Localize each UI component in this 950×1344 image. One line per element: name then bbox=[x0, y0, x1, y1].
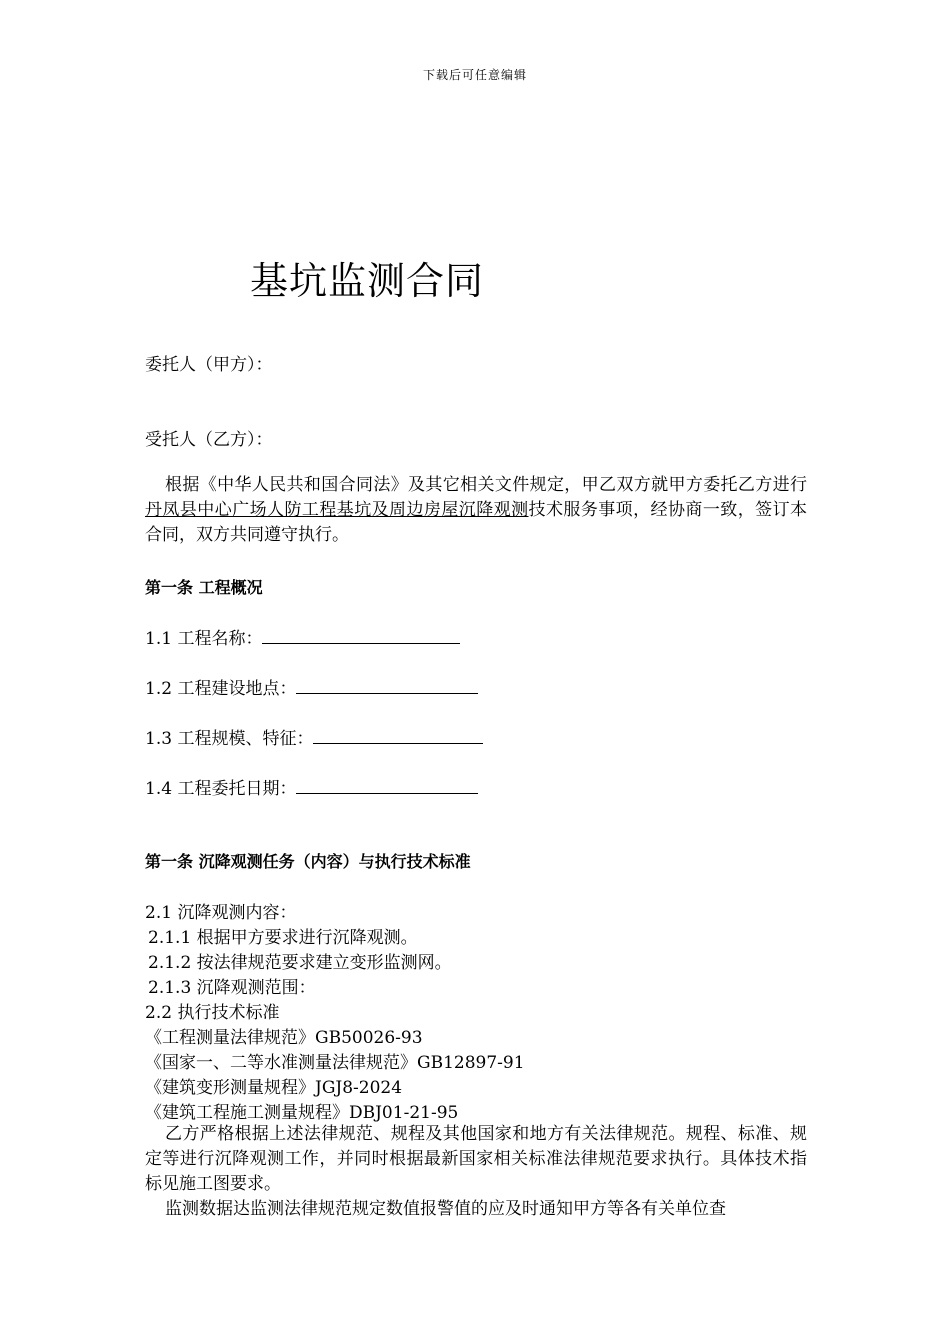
blank-line bbox=[262, 626, 460, 644]
field-project-name bbox=[145, 624, 460, 649]
field-label: 1.3 工程规模、特征： bbox=[145, 729, 314, 749]
standard-item: 《工程测量法律规范》GB50026-93 bbox=[145, 1028, 423, 1048]
field-project-date bbox=[145, 774, 478, 799]
party-a-line: 委托人（甲方）： bbox=[145, 355, 273, 375]
intro-text-before: 根据《中华人民共和国合同法》及其它相关文件规定，甲乙双方就甲方委托乙方进行 bbox=[165, 475, 807, 495]
field-label: 1.4 工程委托日期： bbox=[145, 779, 297, 799]
section2-line: 2.1.2 按法律规范要求建立变形监测网。 bbox=[148, 953, 452, 973]
section2-line: 2.1 沉降观测内容： bbox=[145, 903, 297, 923]
intro-paragraph bbox=[145, 473, 807, 548]
field-label: 1.1 工程名称： bbox=[145, 629, 263, 649]
field-project-scale bbox=[145, 724, 483, 749]
section2-line: 2.1.1 根据甲方要求进行沉降观测。 bbox=[148, 928, 418, 948]
blank-line bbox=[296, 676, 478, 694]
section2-line: 2.2 执行技术标准 bbox=[145, 1003, 280, 1023]
page-title: 基坑监测合同 bbox=[250, 259, 485, 303]
standards-paragraph: 乙方严格根据上述法律规范、规程及其他国家和地方有关法律规范。规程、标准、规定等进行沉降观测工作，并同时根据最新国家相关标准法律规范要求执行。具体技术指标见施工图要求。 bbox=[145, 1124, 807, 1194]
blank-line bbox=[296, 776, 478, 794]
standard-item: 《国家一、二等水准测量法律规范》GB12897-91 bbox=[145, 1053, 525, 1073]
intro-text-after: 技术服务事项，经协商一致，签订本合同，双方共同遵守执行。 bbox=[145, 500, 808, 545]
standard-item: 《建筑变形测量规程》JGJ8-2024 bbox=[145, 1078, 403, 1098]
alert-paragraph: 监测数据达监测法律规范规定数值报警值的应及时通知甲方等各有关单位查 bbox=[165, 1199, 726, 1219]
page-header: 下载后可任意编辑 bbox=[422, 68, 527, 82]
intro-project-name: 丹凤县中心广场人防工程基坑及周边房屋沉降观测 bbox=[145, 500, 529, 520]
blank-line bbox=[313, 726, 483, 744]
section1-heading: 第一条 工程概况 bbox=[145, 578, 263, 597]
field-label: 1.2 工程建设地点： bbox=[145, 679, 297, 699]
party-b-line: 受托人（乙方）： bbox=[145, 430, 273, 450]
section2-line: 2.1.3 沉降观测范围： bbox=[148, 978, 316, 998]
section2-heading: 第一条 沉降观测任务（内容）与执行技术标准 bbox=[145, 852, 471, 871]
standard-item: 《建筑工程施工测量规程》DBJ01-21-95 bbox=[145, 1103, 459, 1123]
field-project-location bbox=[145, 674, 478, 699]
